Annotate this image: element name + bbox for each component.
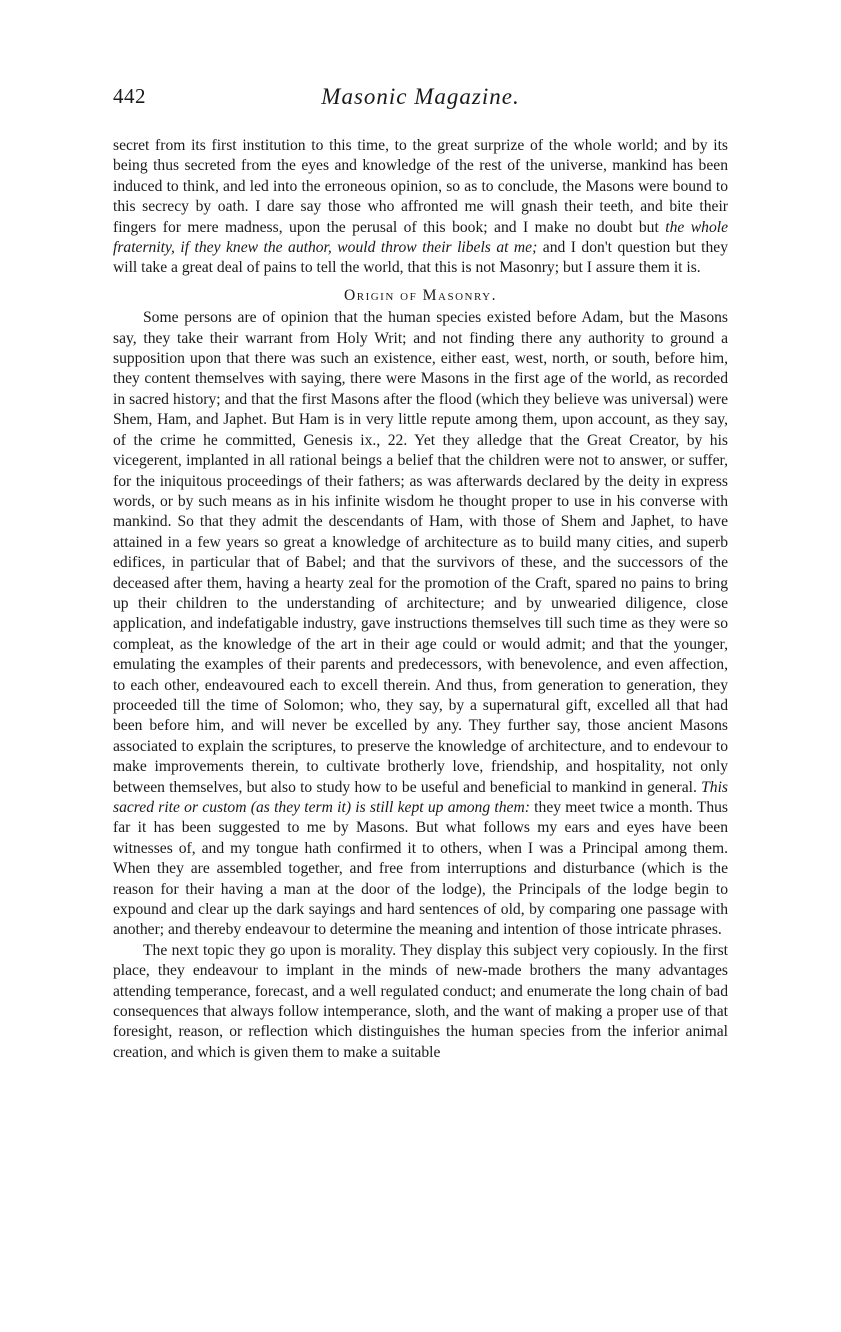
- paragraph-2-text-b: they meet twice a month. Thus far it has been suggested to me by Masons. But what follows my ears and eyes have been witnesses of, and my tongue hath confirmed it to others, when I was a Principal among them. When they are assembled together, and free from interruptions and disturbance (which is the reason for their having a man at the door of the lodge), the Principals of the lodge begin to expound and clear up the dark sayings and hard sentences of old, by comparing one passage with another; and thereby endeavour to determine the meaning and intention of those intricate phrases.: [113, 799, 729, 939]
- paragraph-1-text-b: and I don't question but they will take a great deal of pains to tell the world, that this is not Masonry; but I assure them it is.: [113, 239, 729, 277]
- paragraph-1-text-a: secret from its first institution to this time, to the great surprize of the whole world; and by its being thus secreted from the eyes and knowledge of the rest of the universe, mankind has been induced to think, and led into the erroneous opinion, so as to conclude, the Masons were bound to this secrecy by oath. I dare say those who affronted me will gnash their teeth, and bite their fingers for mere madness, upon the perusal of this book; and I make no doubt but: [113, 137, 728, 236]
- page-header: [113, 84, 728, 118]
- paragraph-3: The next topic they go upon is morality. They display this subject very copiously. In the first place, they endeavour to implant in the minds of new-made brothers the many advantages attending temperance, forecast, and a well regulated conduct; and enumerate the long chain of bad consequences that always follow intemperance, sloth, and the want of making a proper use of that foresight, reason, or reflection which distinguishes the human species from the inferior animal creation, and which is given them to make a suitable: [113, 941, 728, 1061]
- paragraph-2-text-a: Some persons are of opinion that the human species existed before Adam, but the Masons say, they take their warrant from Holy Writ; and not finding there any authority to ground a supposition upon that there was such an existence, either east, west, north, or south, before him, they content themselves with saying, there were Masons in the first age of the world, as recorded in sacred history; and that the first Masons after the flood (which they believe was universal) were Shem, Ham, and Japhet. But Ham is in very little repute among them, upon account, as they say, of the crime he committed, Genesis ix., 22. Yet they alledge that the Great Creator, by his vicegerent, implanted in all rational beings a belief that the children were not to answer, or suffer, for the iniquitous proceedings of their fathers; as was afterwards declared by the deity in express words, or by such means as in his infinite wisdom he thought proper to use in his converse with mankind. So that they admit the descendants of Ham, with those of Shem and Japhet, to have attained in a few years so great a knowledge of architecture as to build many cities, and superb edifices, in particular that of Babel; and that the survivors of these, and the successors of the deceased after them, having a hearty zeal for the promotion of the Craft, spared no pains to bring up their children to the understanding of architecture; and by unwearied diligence, close application, and indefatigable industry, gave instructions themselves till such time as they were so compleat, as the knowledge of the art in their age could or would admit; and that the younger, emulating the examples of their parents and predecessors, with benevolence, and even affection, to each other, endeavoured each to excell therein. And thus, from generation to generation, they proceeded till the time of Solomon; who, they say, by a supernatural gift, excelled all that had been before him, and will never be excelled by any. They further say, those ancient Masons associated to explain the scriptures, to preserve the knowledge of architecture, and to endevour to make improvements therein, to cultivate brotherly love, friendship, and hospitality, not only between themselves, but also to study how to be useful and beneficial to mankind in general.: [113, 309, 728, 796]
- paragraph-2-italic: This sacred rite or custom (as they term it) is still kept up among them:: [113, 778, 728, 816]
- paragraph-1-italic: the whole fraternity, if they knew the author, would throw their libels at me;: [113, 218, 728, 257]
- paragraph-1: [113, 136, 728, 279]
- page-number: 442: [113, 84, 146, 108]
- section-heading: Origin of Masonry.: [343, 286, 498, 304]
- paragraph-2: [113, 308, 728, 941]
- article-body: [113, 136, 728, 1063]
- running-title: Masonic Magazine.: [321, 84, 520, 109]
